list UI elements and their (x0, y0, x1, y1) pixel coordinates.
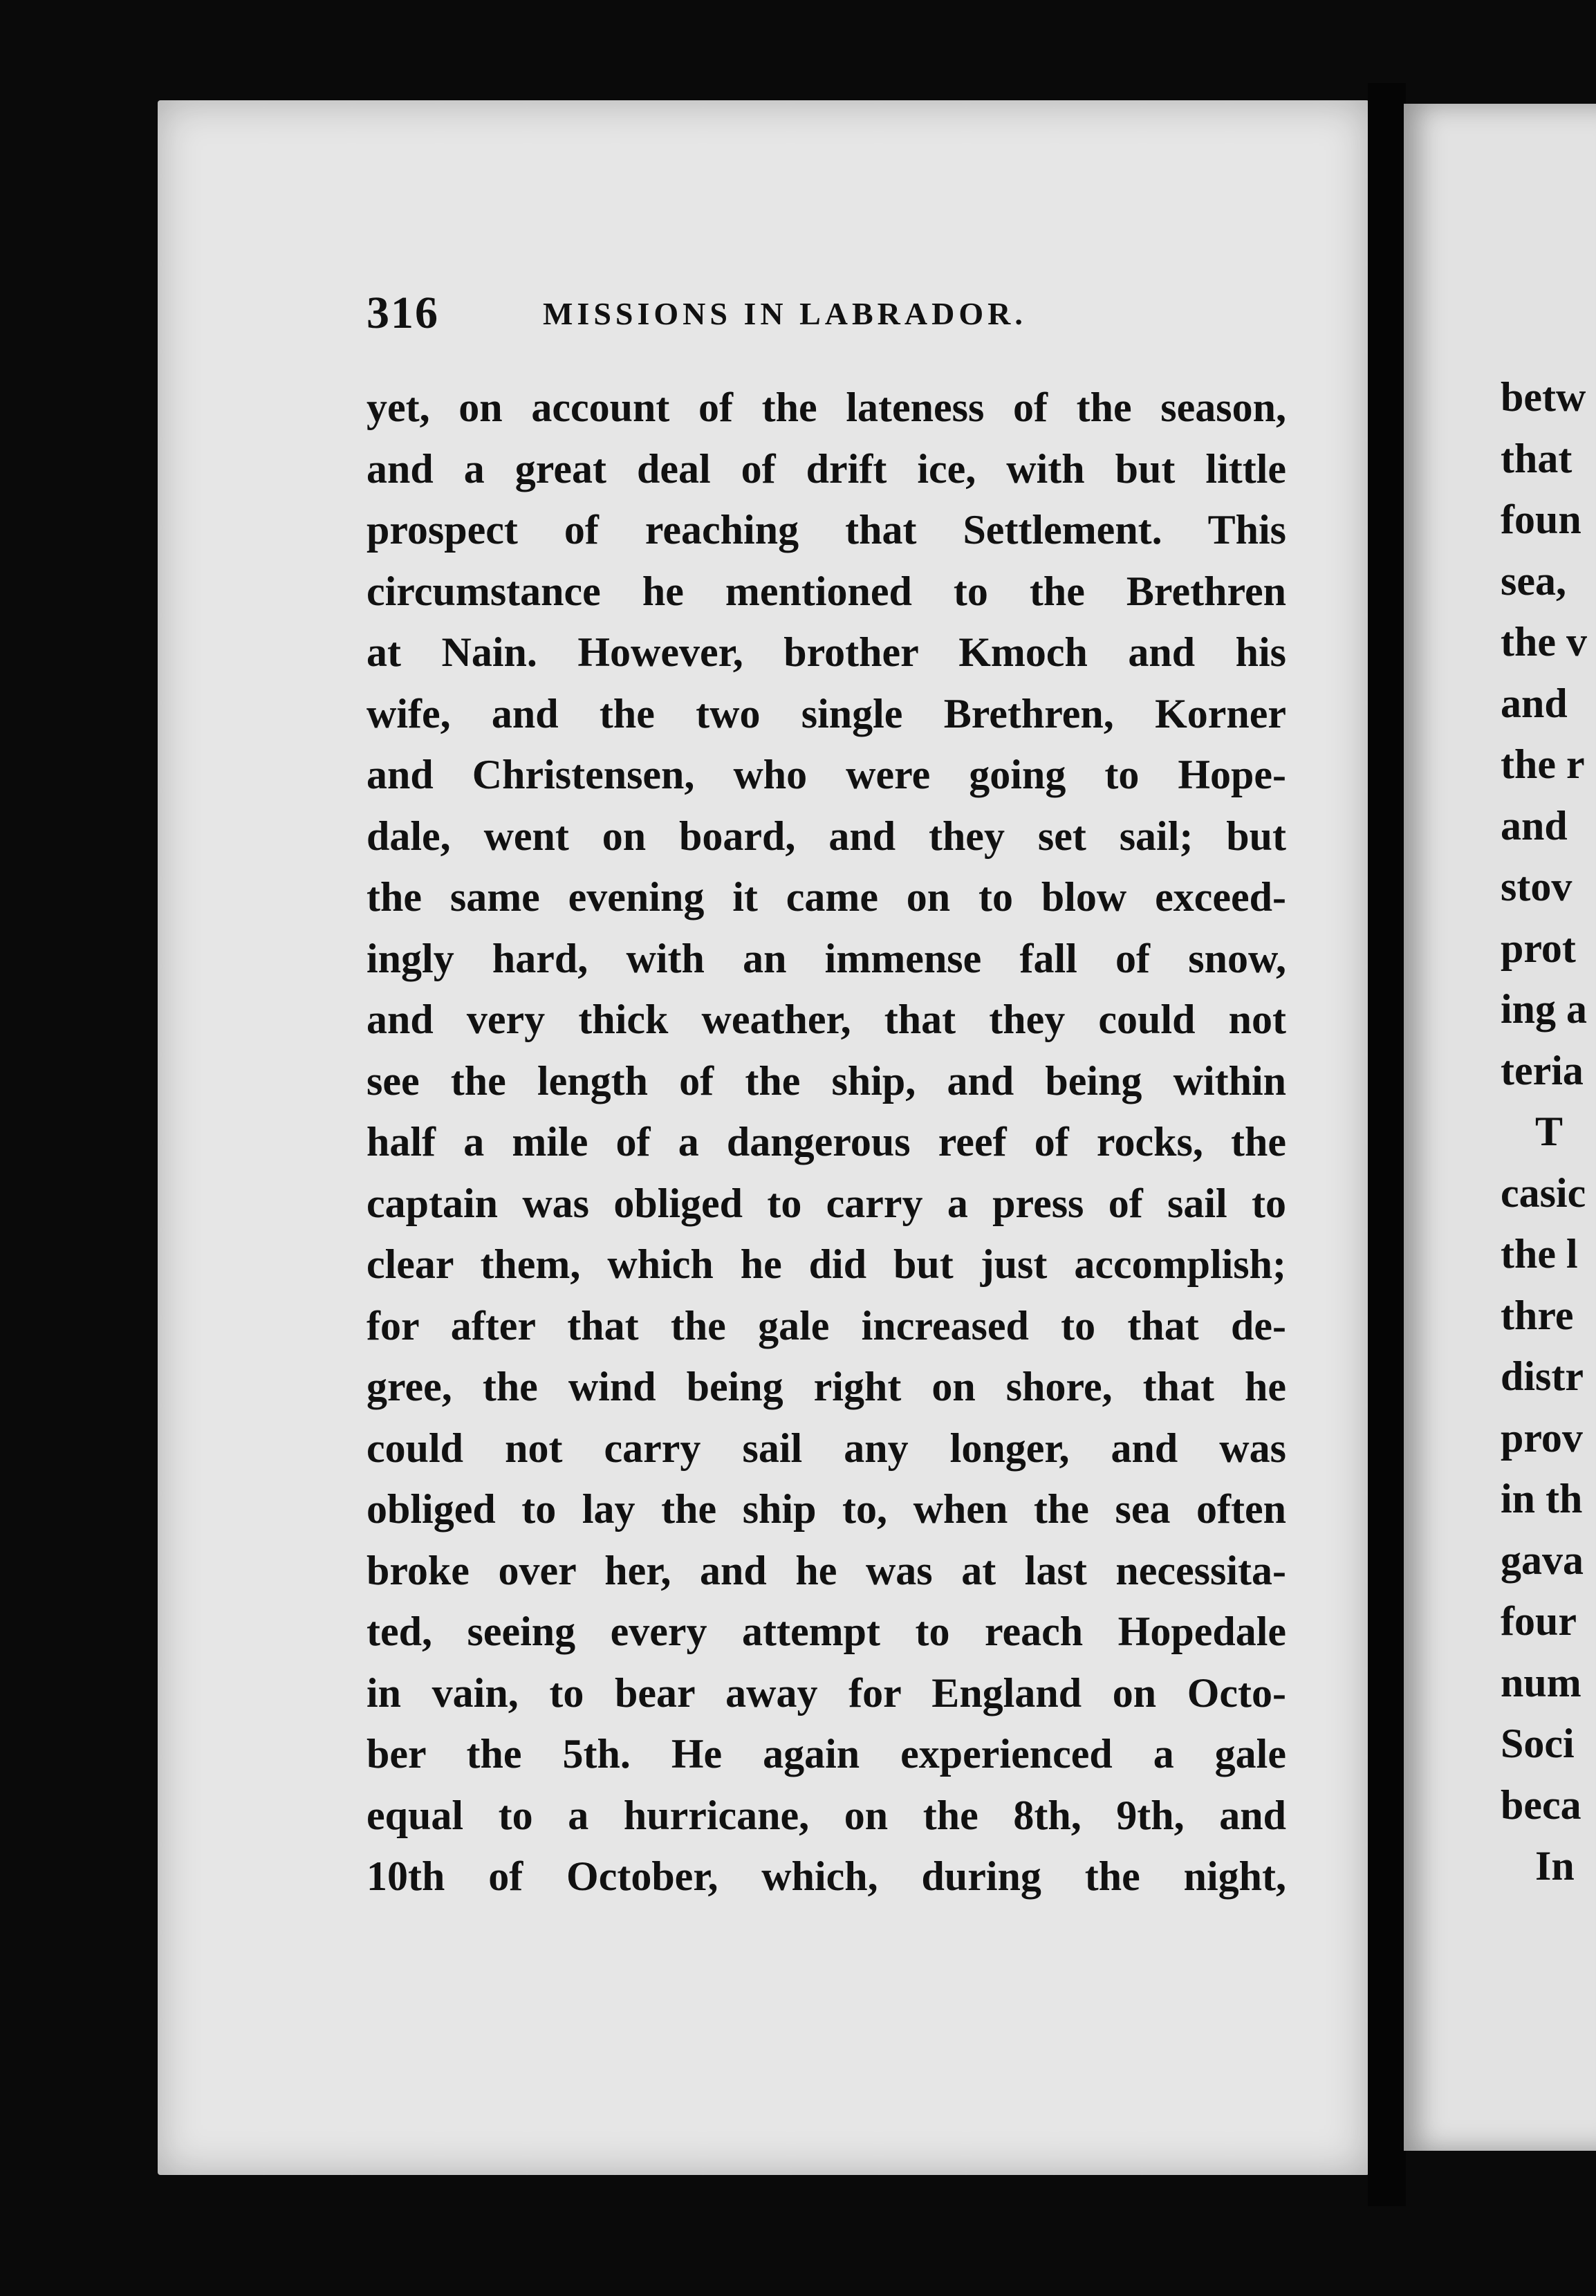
facing-line-fragment: sea, (1501, 557, 1566, 604)
page-header (366, 289, 1265, 337)
facing-line-fragment: betw (1501, 374, 1586, 420)
text-line: ber the 5th. He again experienced a gale (366, 1731, 1286, 1777)
facing-line-fragment: the v (1501, 619, 1587, 665)
text-line: and very thick weather, that they could not (366, 997, 1286, 1042)
facing-line-fragment: prov (1501, 1414, 1583, 1461)
text-line: could not carry sail any longer, and was (366, 1425, 1286, 1471)
facing-line-fragment: the l (1501, 1231, 1578, 1277)
text-line: clear them, which he did but just accomplish; (366, 1241, 1286, 1287)
facing-line-fragment: four (1501, 1598, 1577, 1644)
facing-line-fragment: In (1535, 1843, 1575, 1889)
facing-line-fragment: Soci (1501, 1721, 1575, 1766)
text-line: for after that the gale increased to that de- (366, 1302, 1286, 1349)
text-line: captain was obliged to carry a press of sail to (366, 1180, 1286, 1226)
facing-line-fragment: in th (1501, 1476, 1583, 1521)
text-line: obliged to lay the ship to, when the sea often (366, 1486, 1286, 1532)
text-line: the same evening it came on to blow exceed- (366, 874, 1286, 920)
text-line: at Nain. However, brother Kmoch and his (366, 629, 1286, 675)
text-line: prospect of reaching that Settlement. This (366, 507, 1286, 553)
body-text (366, 377, 1286, 1907)
running-head: MISSIONS IN LABRADOR. (543, 295, 1027, 331)
facing-line-fragment: T (1535, 1109, 1563, 1154)
facing-line-fragment: thre (1501, 1292, 1574, 1338)
facing-line-fragment: beca (1501, 1781, 1581, 1828)
text-line: circumstance he mentioned to the Brethren (366, 568, 1286, 614)
facing-line-fragment: num (1501, 1659, 1581, 1705)
text-line: equal to a hurricane, on the 8th, 9th, and (366, 1792, 1286, 1838)
text-line: ted, seeing every attempt to reach Hopedale (366, 1609, 1286, 1654)
facing-line-fragment: gava (1501, 1537, 1584, 1583)
text-line: and a great deal of drift ice, with but little (366, 445, 1286, 492)
text-line: see the length of the ship, and being within (366, 1057, 1286, 1104)
facing-line-fragment: distr (1501, 1353, 1584, 1399)
text-line: half a mile of a dangerous reef of rocks, the (366, 1119, 1286, 1165)
facing-line-fragment: stov (1501, 864, 1572, 909)
facing-line-fragment: the r (1501, 741, 1585, 787)
text-line: and Christensen, who were going to Hope- (366, 752, 1286, 797)
text-line: in vain, to bear away for England on Octo- (366, 1669, 1286, 1716)
facing-line-fragment: ing a (1501, 986, 1588, 1032)
facing-line-fragment: foun (1501, 497, 1581, 542)
page-number: 316 (366, 288, 439, 338)
facing-line-fragment: casic (1501, 1169, 1586, 1216)
facing-page-text (1501, 367, 1596, 1897)
text-line: gree, the wind being right on shore, that he (366, 1364, 1286, 1409)
facing-line-fragment: teria (1501, 1047, 1584, 1093)
facing-line-fragment: prot (1501, 925, 1576, 971)
text-line: dale, went on board, and they set sail; but (366, 813, 1286, 859)
facing-line-fragment: that (1501, 435, 1572, 481)
facing-line-fragment: and (1501, 680, 1568, 726)
text-line: yet, on account of the lateness of the season, (366, 385, 1286, 430)
text-line: 10th of October, which, during the night, (366, 1853, 1286, 1899)
facing-line-fragment: and (1501, 802, 1568, 849)
text-line: ingly hard, with an immense fall of snow, (366, 935, 1286, 981)
text-line: broke over her, and he was at last necessita- (366, 1547, 1286, 1593)
book-gutter (1368, 83, 1406, 2206)
text-line: wife, and the two single Brethren, Korner (366, 690, 1286, 737)
